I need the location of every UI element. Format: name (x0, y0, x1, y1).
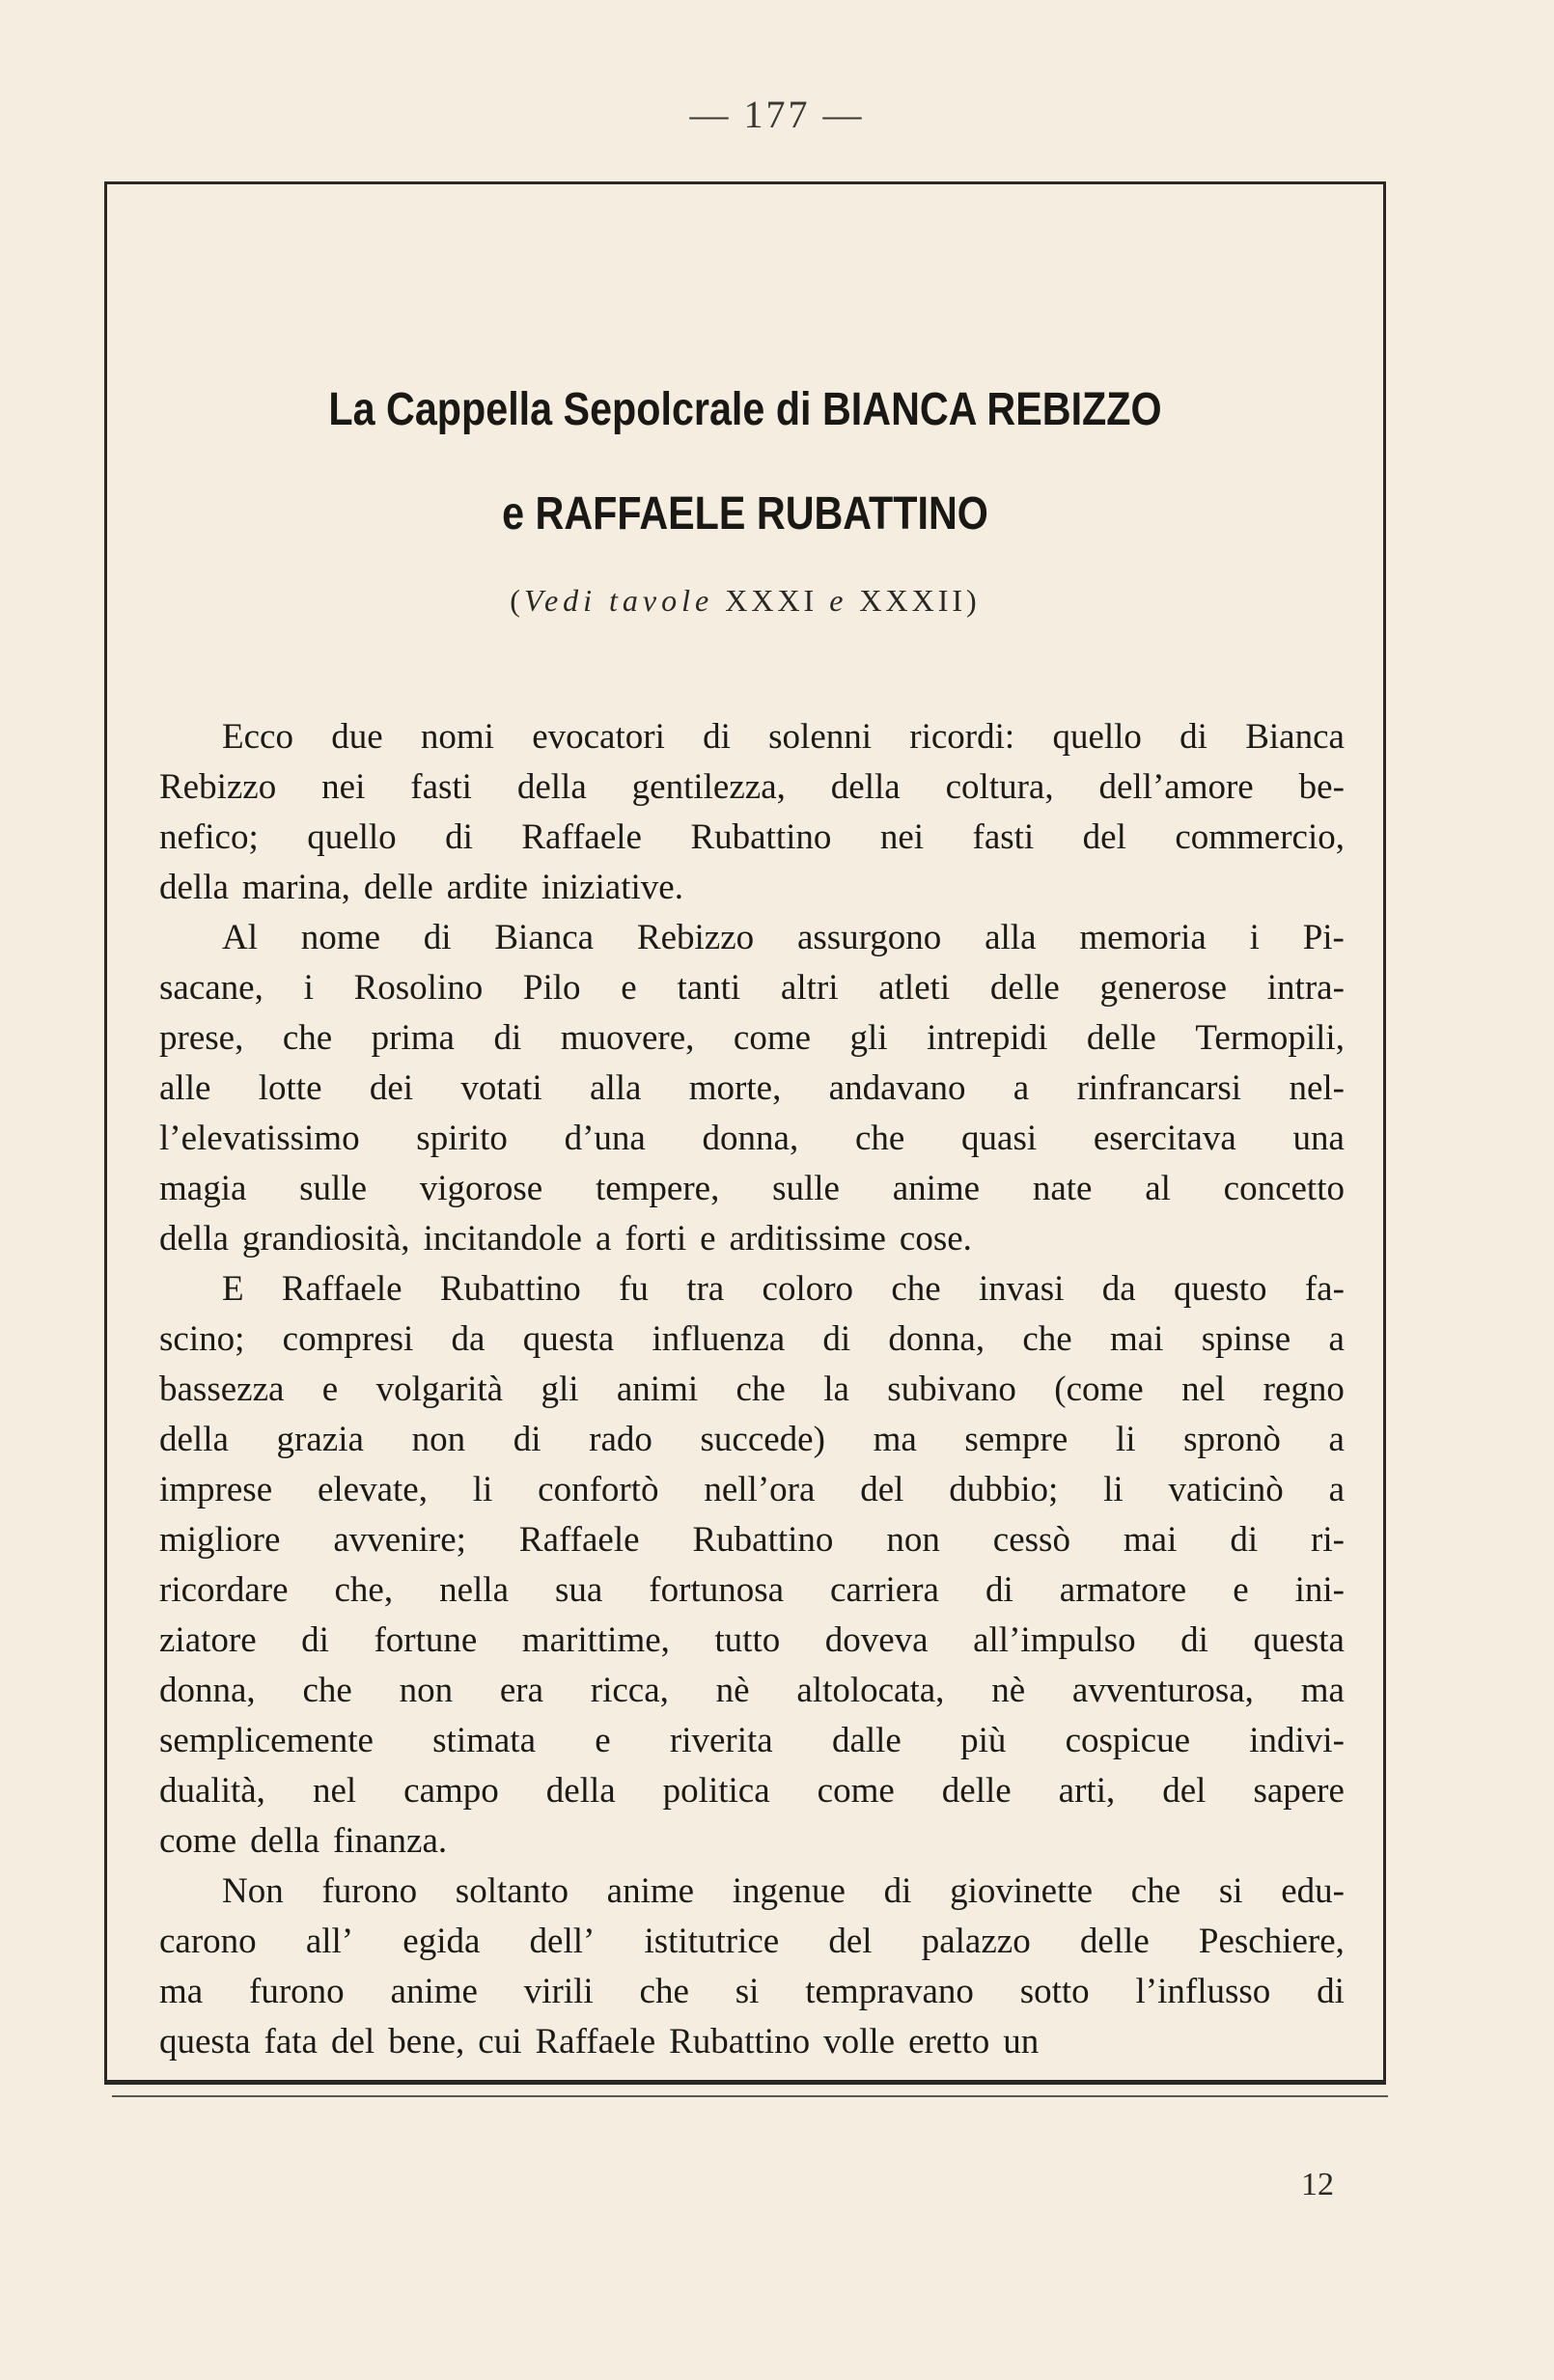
text-line: magia sulle vigorose tempere, sulle anime nate al concetto (159, 1169, 1345, 1208)
signature-number: 12 (1301, 2167, 1334, 2202)
text-line: Al nome di Bianca Rebizzo assurgono alla memoria i Pi- (222, 918, 1345, 957)
text-line: bassezza e volgarità gli animi che la subivano (come nel regno (159, 1370, 1345, 1409)
text-line: della grandiosità, incitandole a forti e arditissime cose. (159, 1219, 972, 1259)
text-line: semplicemente stimata e riverita dalle più cospicue indivi- (159, 1721, 1345, 1760)
text-line: questa fata del bene, cui Raffaele Rubattino volle eretto un (159, 2022, 1040, 2062)
text-line: alle lotte dei votati alla morte, andavano a rinfrancarsi nel- (159, 1068, 1345, 1108)
text-line: Ecco due nomi evocatori di solenni ricordi: quello di Bianca (222, 717, 1345, 757)
subtitle-mid1: XXXI (713, 583, 830, 618)
page-number-header: — 177 — (689, 93, 865, 136)
body-text (159, 712, 1345, 2067)
text-line: ricordare che, nella sua fortunosa carriera di armatore e ini- (159, 1570, 1345, 1610)
text-line: migliore avvenire; Raffaele Rubattino non cessò mai di ri- (159, 1520, 1345, 1560)
text-line: donna, che non era ricca, nè altolocata, nè avventurosa, ma (159, 1671, 1345, 1710)
subtitle-conjunction: e (829, 583, 848, 618)
text-line: nefico; quello di Raffaele Rubattino nei fasti del commercio, (159, 817, 1345, 857)
text-line: prese, che prima di muovere, come gli intrepidi delle Termopili, (159, 1018, 1345, 1058)
text-line: della marina, delle ardite iniziative. (159, 868, 683, 907)
subtitle-italic: Vedi tavole (523, 583, 714, 618)
text-line: Non furono soltanto anime ingenue di giovinette che si edu- (222, 1871, 1345, 1911)
text-line: l’elevatissimo spirito d’una donna, che quasi esercitava una (159, 1119, 1345, 1158)
text-line: ziatore di fortune marittime, tutto doveva all’impulso di questa (159, 1620, 1345, 1660)
text-line: sacane, i Rosolino Pilo e tanti altri atleti delle generose intra- (159, 968, 1345, 1008)
frame-bottom-rule (112, 2095, 1388, 2097)
text-line: E Raffaele Rubattino fu tra coloro che invasi da questo fa- (222, 1269, 1345, 1309)
article-subtitle (104, 583, 1386, 619)
text-line: come della finanza. (159, 1821, 448, 1861)
text-line: imprese elevate, li confortò nell’ora del dubbio; li vaticinò a (159, 1470, 1345, 1509)
text-line: scino; compresi da questa influenza di donna, che mai spinse a (159, 1319, 1345, 1359)
text-line: dualità, nel campo della politica come delle arti, del sapere (159, 1771, 1345, 1811)
article-title-line2: e RAFFAELE RUBATTINO (502, 488, 988, 540)
text-line: ma furono anime virili che si tempravano sotto l’influsso di (159, 1972, 1345, 2011)
subtitle-mid2: XXXII) (847, 583, 981, 618)
text-line: della grazia non di rado succede) ma sempre li spronò a (159, 1420, 1345, 1459)
subtitle-open: ( (510, 583, 524, 618)
text-line: Rebizzo nei fasti della gentilezza, della coltura, dell’amore be- (159, 767, 1345, 807)
text-line: carono all’ egida dell’ istitutrice del palazzo delle Peschiere, (159, 1922, 1345, 1961)
article-title-line1: La Cappella Sepolcrale di BIANCA REBIZZO (328, 384, 1162, 435)
